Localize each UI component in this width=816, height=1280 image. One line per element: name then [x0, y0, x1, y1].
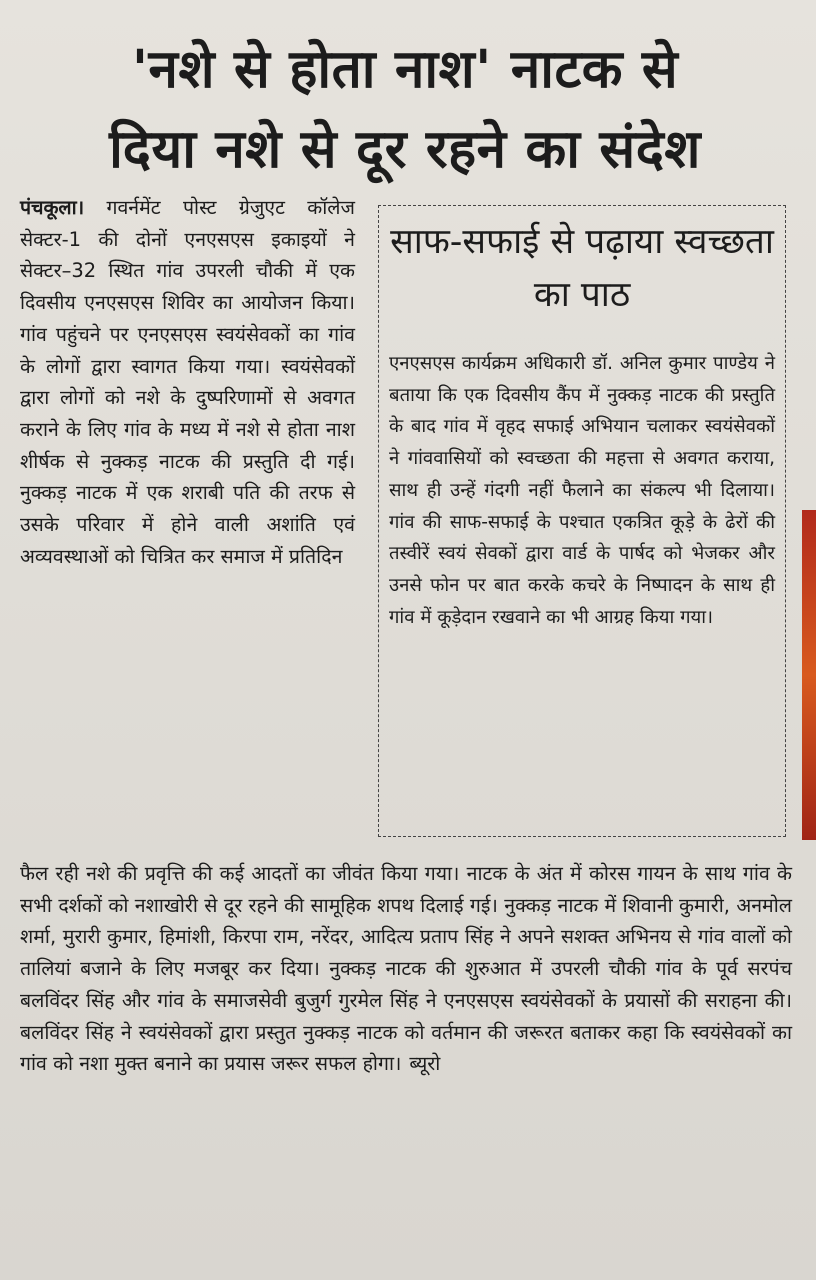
sidebar-box [378, 205, 786, 837]
article-left-column [20, 192, 355, 572]
sidebar-box-text: एनएसएस कार्यक्रम अधिकारी डॉ. अनिल कुमार पाण्डेय ने बताया कि एक दिवसीय कैंप में नुक्कड़ नाटक की प्रस्तुति के बाद गांव में वृहद सफाई अभियान चलाकर स्वयंसेवकों ने गांववासियों को स्वच्छता की महत्ता से अवगत कराया, साथ ही उन्हें गंदगी नहीं फैलाने का संकल्प भी दिलाया। गांव की साफ-सफाई के पश्चात एकत्रित कूड़े के ढेरों की तस्वीरें स्वयं सेवकों द्वारा वार्ड के पार्षद को भेजकर और उनसे फोन पर बात करके कचरे के निष्पादन के साथ ही गांव में कूड़ेदान रखवाने का भी आग्रह किया गया। [389, 353, 775, 628]
left-paragraph [20, 192, 355, 572]
left-body-text: गवर्नमेंट पोस्ट ग्रेजुएट कॉलेज सेक्टर-1 की दोनों एनएसएस इकाइयों ने सेक्टर–32 स्थित गांव उपरली चौकी में एक दिवसीय एनएसएस शिविर का आयोजन किया। गांव पहुंचने पर एनएसएस स्वयंसेवकों का गांव के लोगों द्वारा स्वागत किया गया। स्वयंसेवकों द्वारा लोगों को नशे के दुष्परिणामों से अवगत कराने के लिए गांव के मध्य में नशे से होता नाश शीर्षक से नुक्कड़ नाटक की प्रस्तुति दी गई। नुक्कड़ नाटक में एक शराबी पति की तरफ से उसके परिवार में होने वाली अशांति एवं अव्यवस्थाओं को चित्रित कर समाज में प्रतिदिन [20, 196, 355, 568]
headline-line-2: दिया नशे से दूर रहने का संदेश [109, 119, 701, 180]
sidebar-box-title: साफ-सफाई से पढ़ाया स्वच्छता का पाठ [390, 222, 774, 315]
article-headline [10, 30, 800, 190]
bottom-body-text: फैल रही नशे की प्रवृत्ति की कई आदतों का जीवंत किया गया। नाटक के अंत में कोरस गायन के साथ गांव के सभी दर्शकों को नशाखोरी से दूर रहने की सामूहिक शपथ दिलाई गई। नुक्कड़ नाटक में शिवानी कुमारी, अनमोल शर्मा, मुरारी कुमार, हिमांशी, किरपा राम, नरेंदर, आदित्य प्रताप सिंह ने अपने सशक्त अभिनय से गांव वालों को तालियां बजाने के लिए मजबूर कर दिया। नुक्कड़ नाटक की शुरुआत में उपरली चौकी गांव के पूर्व सरपंच बलविंदर सिंह और गांव के समाजसेवी बुजुर्ग गुरमेल सिंह ने एनएसएस स्वयंसेवकों के प्रयासों की सराहना की। बलविंदर सिंह ने स्वयंसेवकों द्वारा प्रस्तुत नुक्कड़ नाटक को वर्तमान की जरूरत बताकर कहा कि स्वयंसेवकों का गांव को नशा मुक्त बनाने का प्रयास जरूर सफल होगा। [20, 862, 792, 1076]
byline-credit: ब्यूरो [409, 1052, 441, 1076]
headline-line-1: 'नशे से होता नाश' नाटक से [131, 39, 679, 100]
dateline: पंचकूला। [20, 196, 85, 219]
article-bottom-text [20, 858, 792, 1080]
adjacent-page-edge [802, 510, 816, 840]
